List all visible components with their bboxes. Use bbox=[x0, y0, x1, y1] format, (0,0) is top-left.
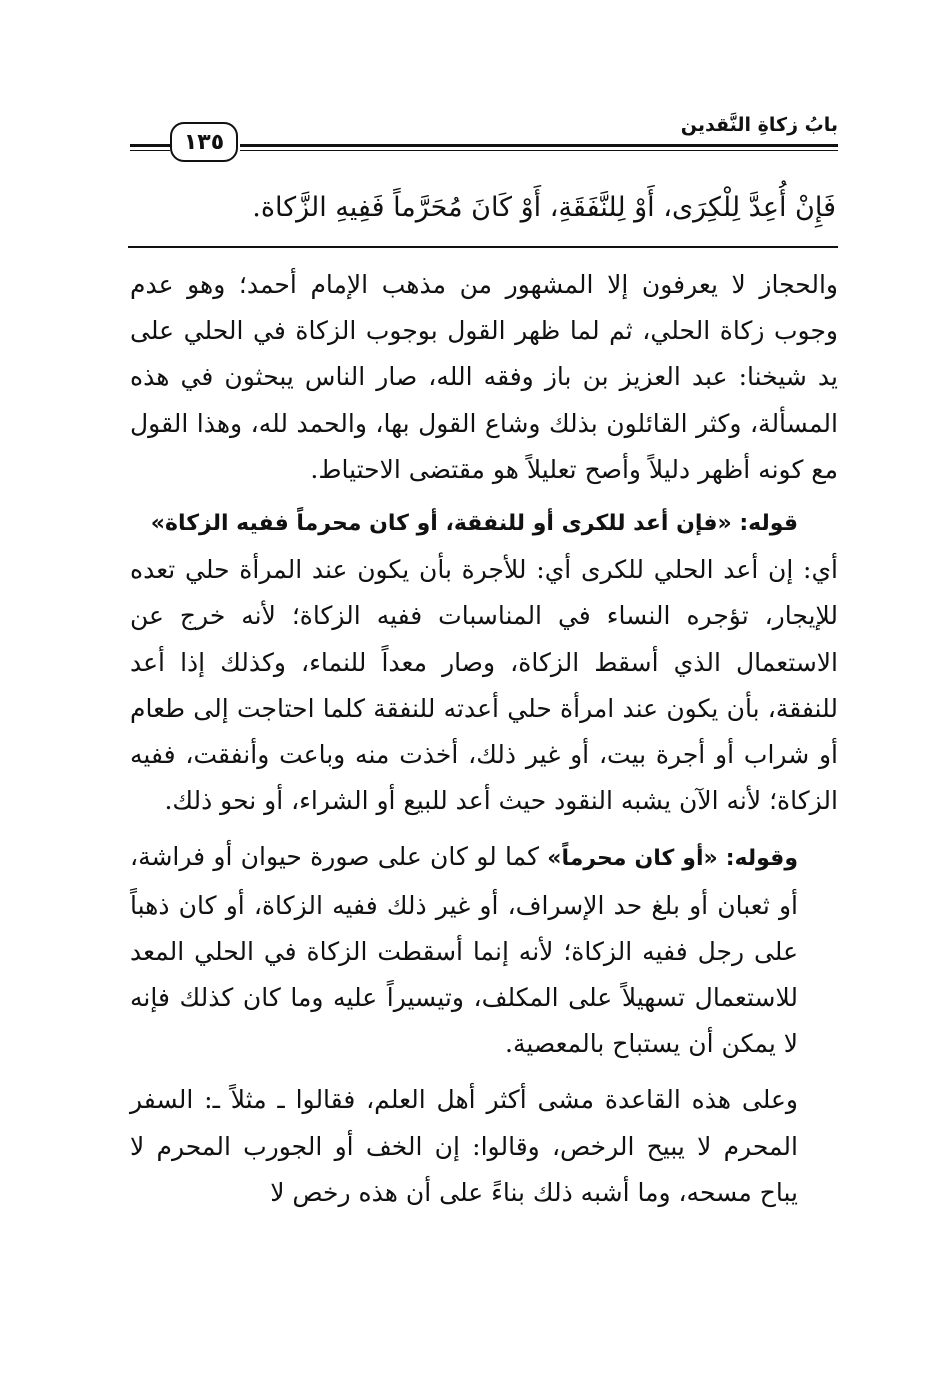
paragraph-3-body: كما لو كان على صورة حيوان أو فراشة، أو ثعبان أو بلغ حد الإسراف، أو غير ذلك ففيه الزكاة، أو كان ذهباً على رجل ففيه الزكاة؛ لأنه إنما أسقطت الزكاة في الحلي المعد للاستعمال تسهيلاً على المكلف، وتيسيراً عليه وما كان كذلك فإنه لا يمكن أن يستباح بالمعصية. bbox=[130, 842, 798, 1059]
paragraph-2 bbox=[130, 499, 838, 547]
header-rule-thin bbox=[240, 150, 838, 151]
chapter-title: بابُ زكاةِ النَّقدين bbox=[680, 114, 838, 136]
paragraph-4: وعلى هذه القاعدة مشى أكثر أهل العلم، فقالوا ـ مثلاً ـ: السفر المحرم لا يبيح الرخص، وقالوا: إن الخف أو الجورب المحرم لا يباح مسحه، وما أشبه ذلك بناءً على أن هذه رخص لا bbox=[130, 1085, 798, 1207]
matn-text: فَإِنْ أُعِدَّ لِلْكِرَى، أَوْ لِلنَّفَقَةِ، أَوْ كَانَ مُحَرَّماً فَفِيهِ الزَّكاة. bbox=[252, 192, 836, 223]
paragraph-2-lead: قوله: «فإن أعد للكرى أو للنفقة، أو كان محرماً ففيه الزكاة» bbox=[150, 511, 798, 537]
header-rule-left-thin bbox=[130, 150, 170, 151]
paragraph-3 bbox=[130, 834, 838, 1067]
paragraph-3-lead: وقوله: «أو كان محرماً» bbox=[547, 846, 798, 872]
page-header bbox=[130, 96, 838, 176]
header-rule bbox=[240, 144, 838, 147]
commentary-body bbox=[130, 262, 838, 1216]
header-rule-left bbox=[130, 144, 170, 147]
paragraph-2-body: أي: إن أعد الحلي للكرى أي: للأجرة بأن يكون عند المرأة حلي تعده للإيجار، تؤجره النساء في المناسبات ففيه الزكاة؛ لأنه خرج عن الاستعمال الذي أسقط الزكاة، وصار معداً للنماء، وكذلك إذا أعد للنفقة، بأن يكون عند امرأة حلي أعدته للنفقة كلما احتاجت إلى طعام أو شراب أو أجرة بيت، أو غير ذلك، أخذت منه وباعت وأنفقت، ففيه الزكاة؛ لأنه الآن يشبه النقود حيث أعد للبيع أو الشراء، أو نحو ذلك. bbox=[130, 555, 839, 816]
page-number: ١٣٥ bbox=[170, 122, 238, 162]
paragraph-1: والحجاز لا يعرفون إلا المشهور من مذهب الإمام أحمد؛ وهو عدم وجوب زكاة الحلي، ثم لما ظهر القول بوجوب الزكاة في الحلي على يد شيخنا: عبد العزيز بن باز وفقه الله، صار الناس يبحثون في هذه المسألة، وكثر القائلون بذلك وشاع القول بها، والحمد لله، وهذا القول مع كونه أظهر دليلاً وأصح تعليلاً هو مقتضى الاحتياط. bbox=[130, 270, 838, 484]
matn-separator bbox=[128, 246, 838, 248]
